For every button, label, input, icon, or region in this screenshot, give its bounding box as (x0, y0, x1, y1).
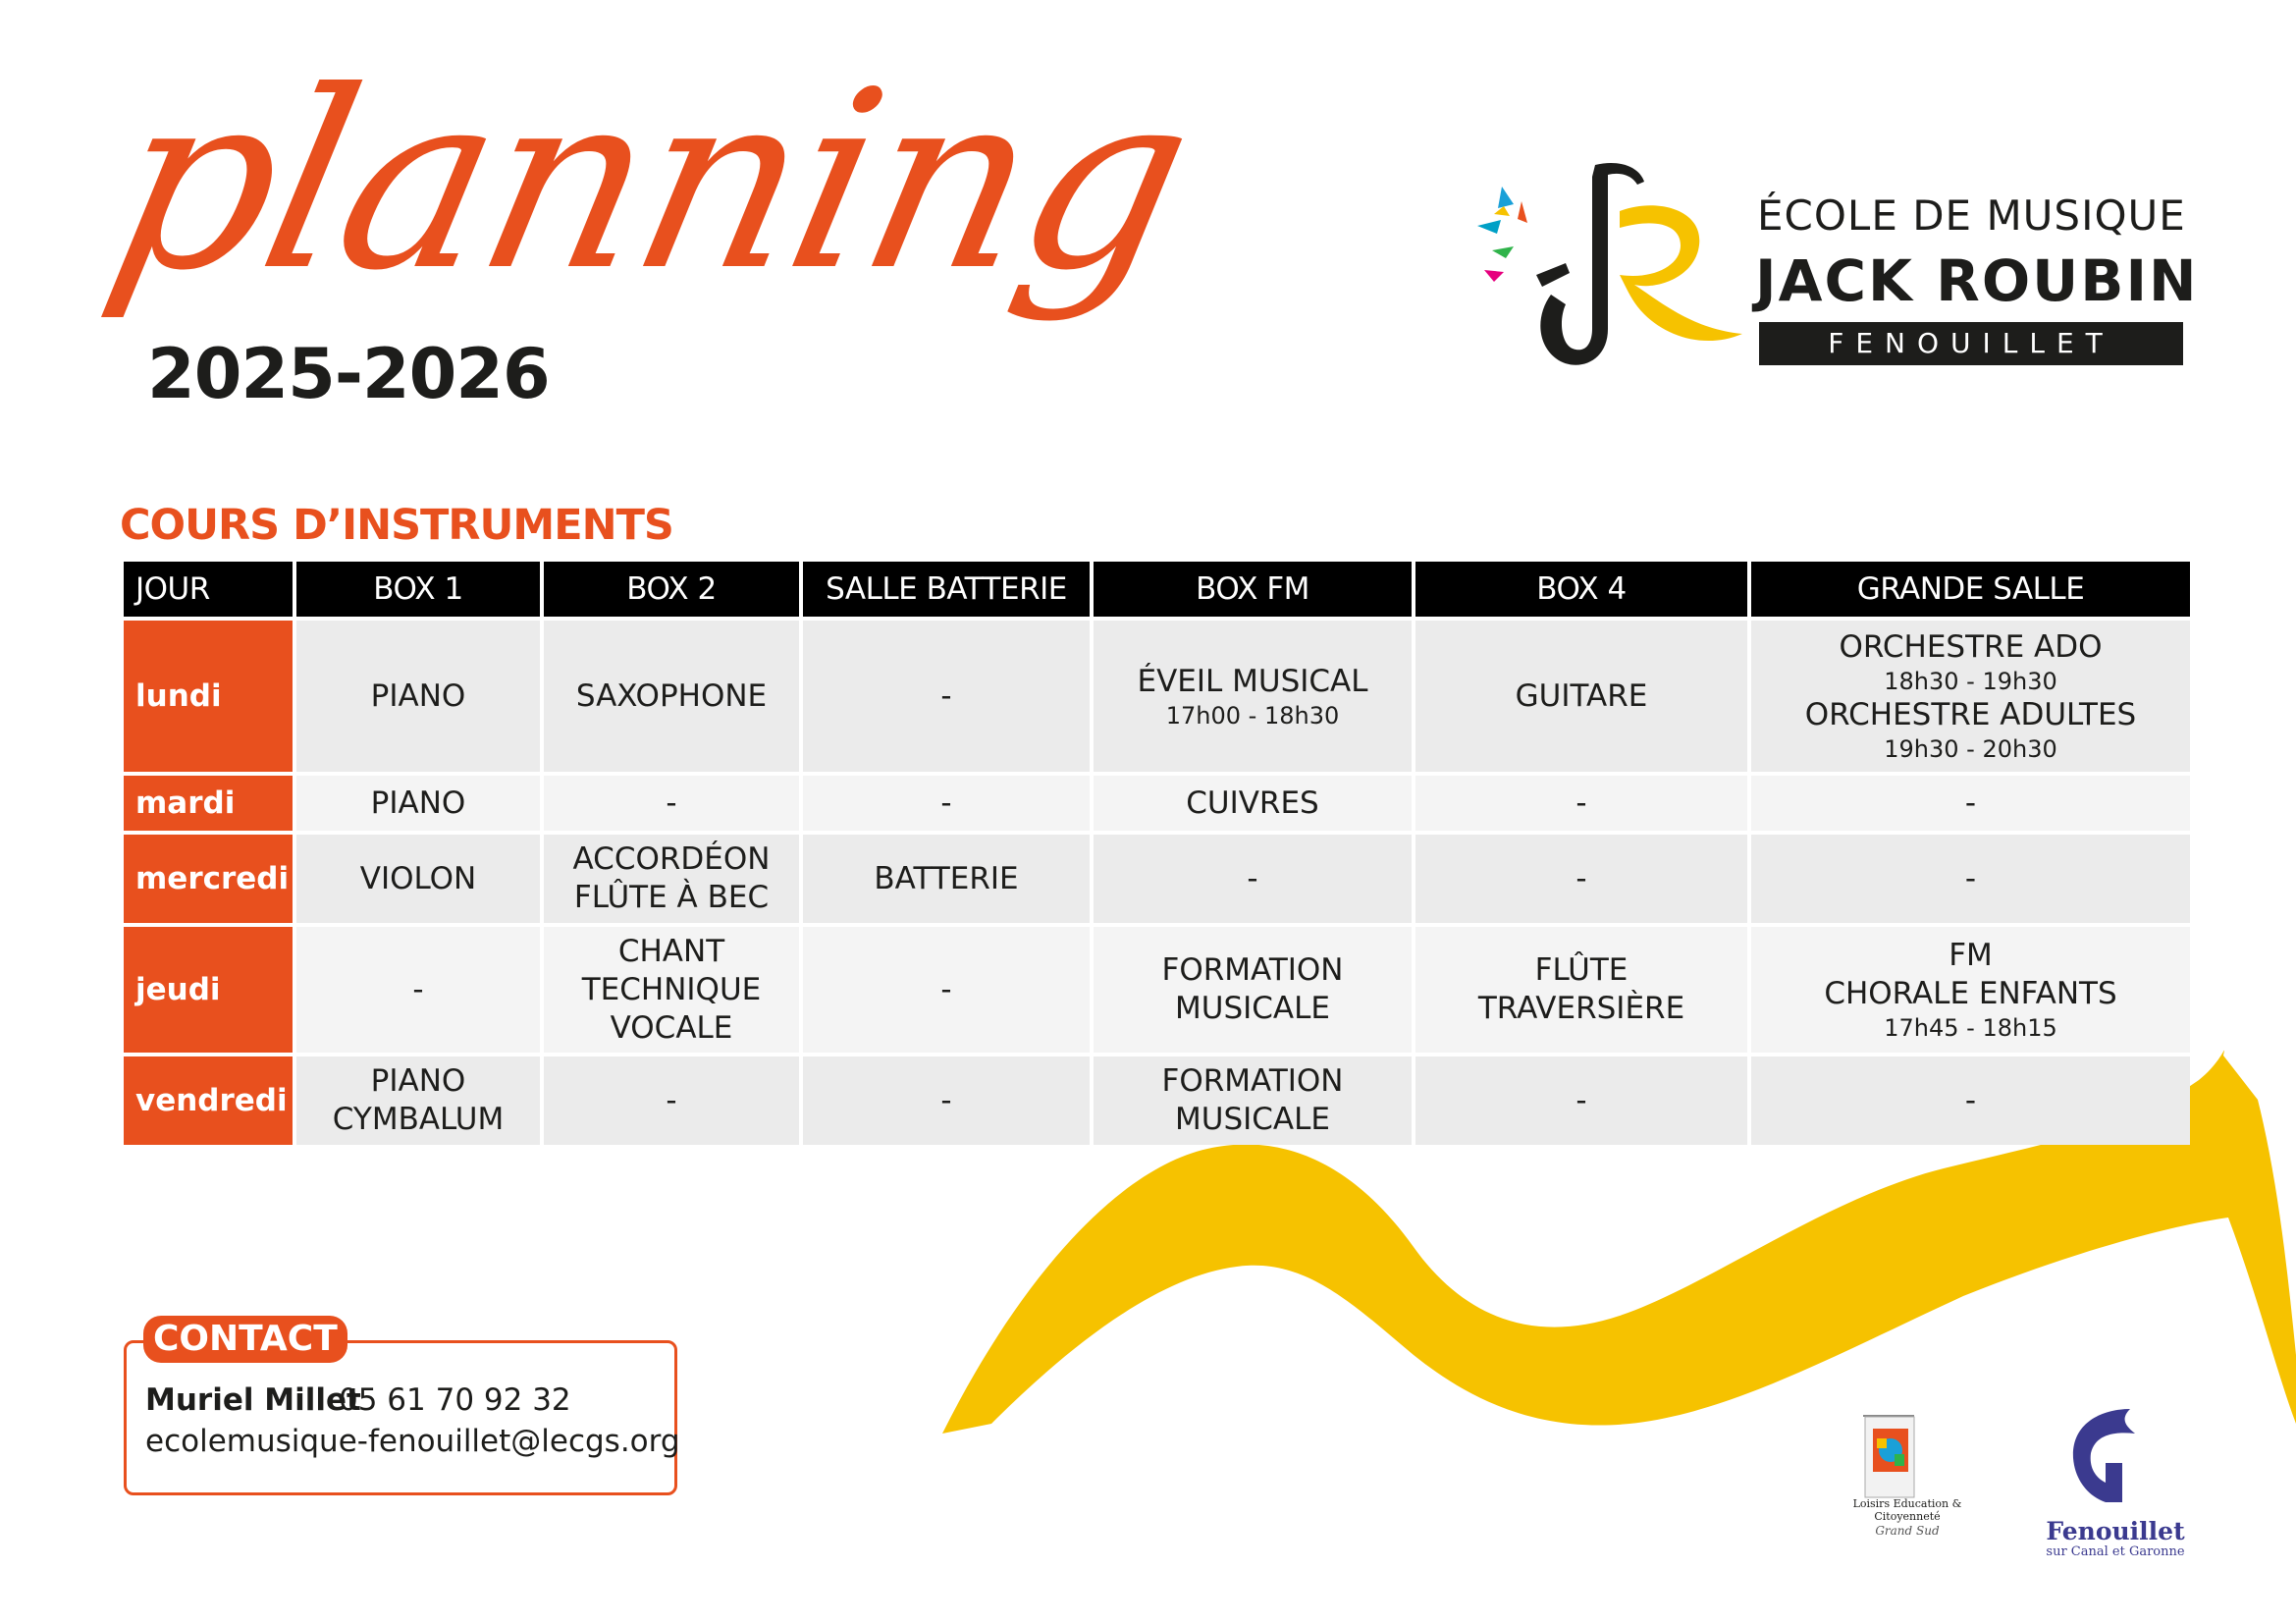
contact-tag: CONTACT (143, 1316, 347, 1363)
table-cell (1415, 923, 1747, 1053)
table-cell (544, 831, 799, 923)
table-cell: - (1751, 772, 2190, 831)
logo-name-line: JACK ROUBIN (1755, 247, 2199, 314)
day-cell: lundi (124, 617, 293, 772)
lec-grand-sud-logo-icon (1826, 1409, 1934, 1499)
course-title: VOCALE (610, 1009, 733, 1046)
course-title: ORCHESTRE ADULTES (1804, 697, 2137, 732)
table-cell: - (296, 923, 540, 1053)
day-cell: mardi (124, 772, 293, 831)
header-box1: BOX 1 (296, 562, 540, 617)
course-time: 18h30 - 19h30 (1884, 668, 2057, 695)
table-cell: - (1415, 831, 1747, 923)
course-time: 17h00 - 18h30 (1165, 701, 1340, 730)
table-cell: BATTERIE (803, 831, 1090, 923)
saxophone-logo-icon (1472, 157, 1757, 383)
table-cell: SAXOPHONE (544, 617, 799, 772)
course-title: CHANT (617, 933, 725, 969)
year-label: 2025-2026 (147, 334, 550, 414)
header-salle-batterie: SALLE BATTERIE (803, 562, 1090, 617)
table-cell (544, 923, 799, 1053)
table-row-lundi (124, 617, 2190, 772)
table-cell: - (803, 1053, 1090, 1145)
course-title: FORMATION (1161, 1063, 1344, 1099)
course-time: 19h30 - 20h30 (1884, 735, 2057, 763)
table-cell (1751, 617, 2190, 772)
lec-logo-subcaption: Grand Sud (1875, 1524, 1940, 1538)
contact-box (124, 1340, 677, 1495)
course-time: 17h45 - 18h15 (1884, 1014, 2057, 1042)
contact-phone[interactable]: 05 61 70 92 32 (339, 1382, 571, 1418)
course-title: MUSICALE (1175, 1102, 1330, 1137)
course-title: FM (1949, 938, 1993, 973)
table-cell (296, 1053, 540, 1145)
table-cell: - (1415, 1053, 1747, 1145)
planning-script-title: planning (88, 38, 1210, 324)
table-cell: - (1094, 831, 1412, 923)
day-cell: vendredi (124, 1053, 293, 1145)
table-header-row (124, 562, 2190, 617)
table-cell: - (803, 923, 1090, 1053)
contact-name: Muriel Millet (145, 1382, 361, 1418)
header-box4: BOX 4 (1415, 562, 1747, 617)
course-title: FLÛTE À BEC (573, 880, 770, 915)
course-title: CYMBALUM (332, 1102, 505, 1137)
table-row-mardi (124, 772, 2190, 831)
course-title: ORCHESTRE ADO (1839, 629, 2103, 665)
table-cell: CUIVRES (1094, 772, 1412, 831)
course-title: MUSICALE (1175, 991, 1330, 1026)
table-row-vendredi (124, 1053, 2190, 1145)
course-title: CHORALE ENFANTS (1824, 976, 2117, 1011)
table-cell: - (1415, 772, 1747, 831)
header-box2: BOX 2 (544, 562, 799, 617)
fenouillet-logo-subtitle: sur Canal et Garonne (2046, 1544, 2185, 1559)
logo-school-line: ÉCOLE DE MUSIQUE (1757, 191, 2186, 240)
table-cell (1094, 617, 1412, 772)
table-cell (1094, 1053, 1412, 1145)
table-row-jeudi (124, 923, 2190, 1053)
table-cell (1094, 923, 1412, 1053)
header-jour: JOUR (124, 562, 293, 617)
contact-email-link[interactable]: ecolemusique-fenouillet@lecgs.org (145, 1424, 680, 1459)
table-cell: GUITARE (1415, 617, 1747, 772)
table-cell: - (544, 1053, 799, 1145)
course-title: FLÛTE (1534, 952, 1629, 988)
section-title: COURS D’INSTRUMENTS (120, 501, 673, 550)
table-cell: PIANO (296, 617, 540, 772)
fenouillet-logo-title: Fenouillet (2046, 1517, 2185, 1545)
table-cell: VIOLON (296, 831, 540, 923)
day-cell: mercredi (124, 831, 293, 923)
course-title: TRAVERSIÈRE (1477, 991, 1685, 1026)
fenouillet-logo-icon (2061, 1404, 2150, 1512)
course-title: TECHNIQUE (581, 971, 762, 1007)
logo-city-bar: FENOUILLET (1759, 322, 2183, 365)
course-title: ÉVEIL MUSICAL (1137, 663, 1368, 699)
table-cell (1751, 923, 2190, 1053)
table-row-mercredi (124, 831, 2190, 923)
header-grande-salle: GRANDE SALLE (1751, 562, 2190, 617)
day-cell: jeudi (124, 923, 293, 1053)
table-cell: - (803, 617, 1090, 772)
lec-logo-caption: Loisirs Education & Citoyenneté (1852, 1497, 1962, 1523)
table-cell: - (1751, 1053, 2190, 1145)
course-title: FORMATION (1161, 952, 1344, 988)
course-title: PIANO (370, 1063, 466, 1099)
table-cell: - (803, 772, 1090, 831)
table-cell: - (1751, 831, 2190, 923)
table-cell: - (544, 772, 799, 831)
schedule-table (120, 562, 2194, 1145)
table-cell: PIANO (296, 772, 540, 831)
header-box-fm: BOX FM (1094, 562, 1412, 617)
course-title: ACCORDÉON (572, 841, 771, 877)
